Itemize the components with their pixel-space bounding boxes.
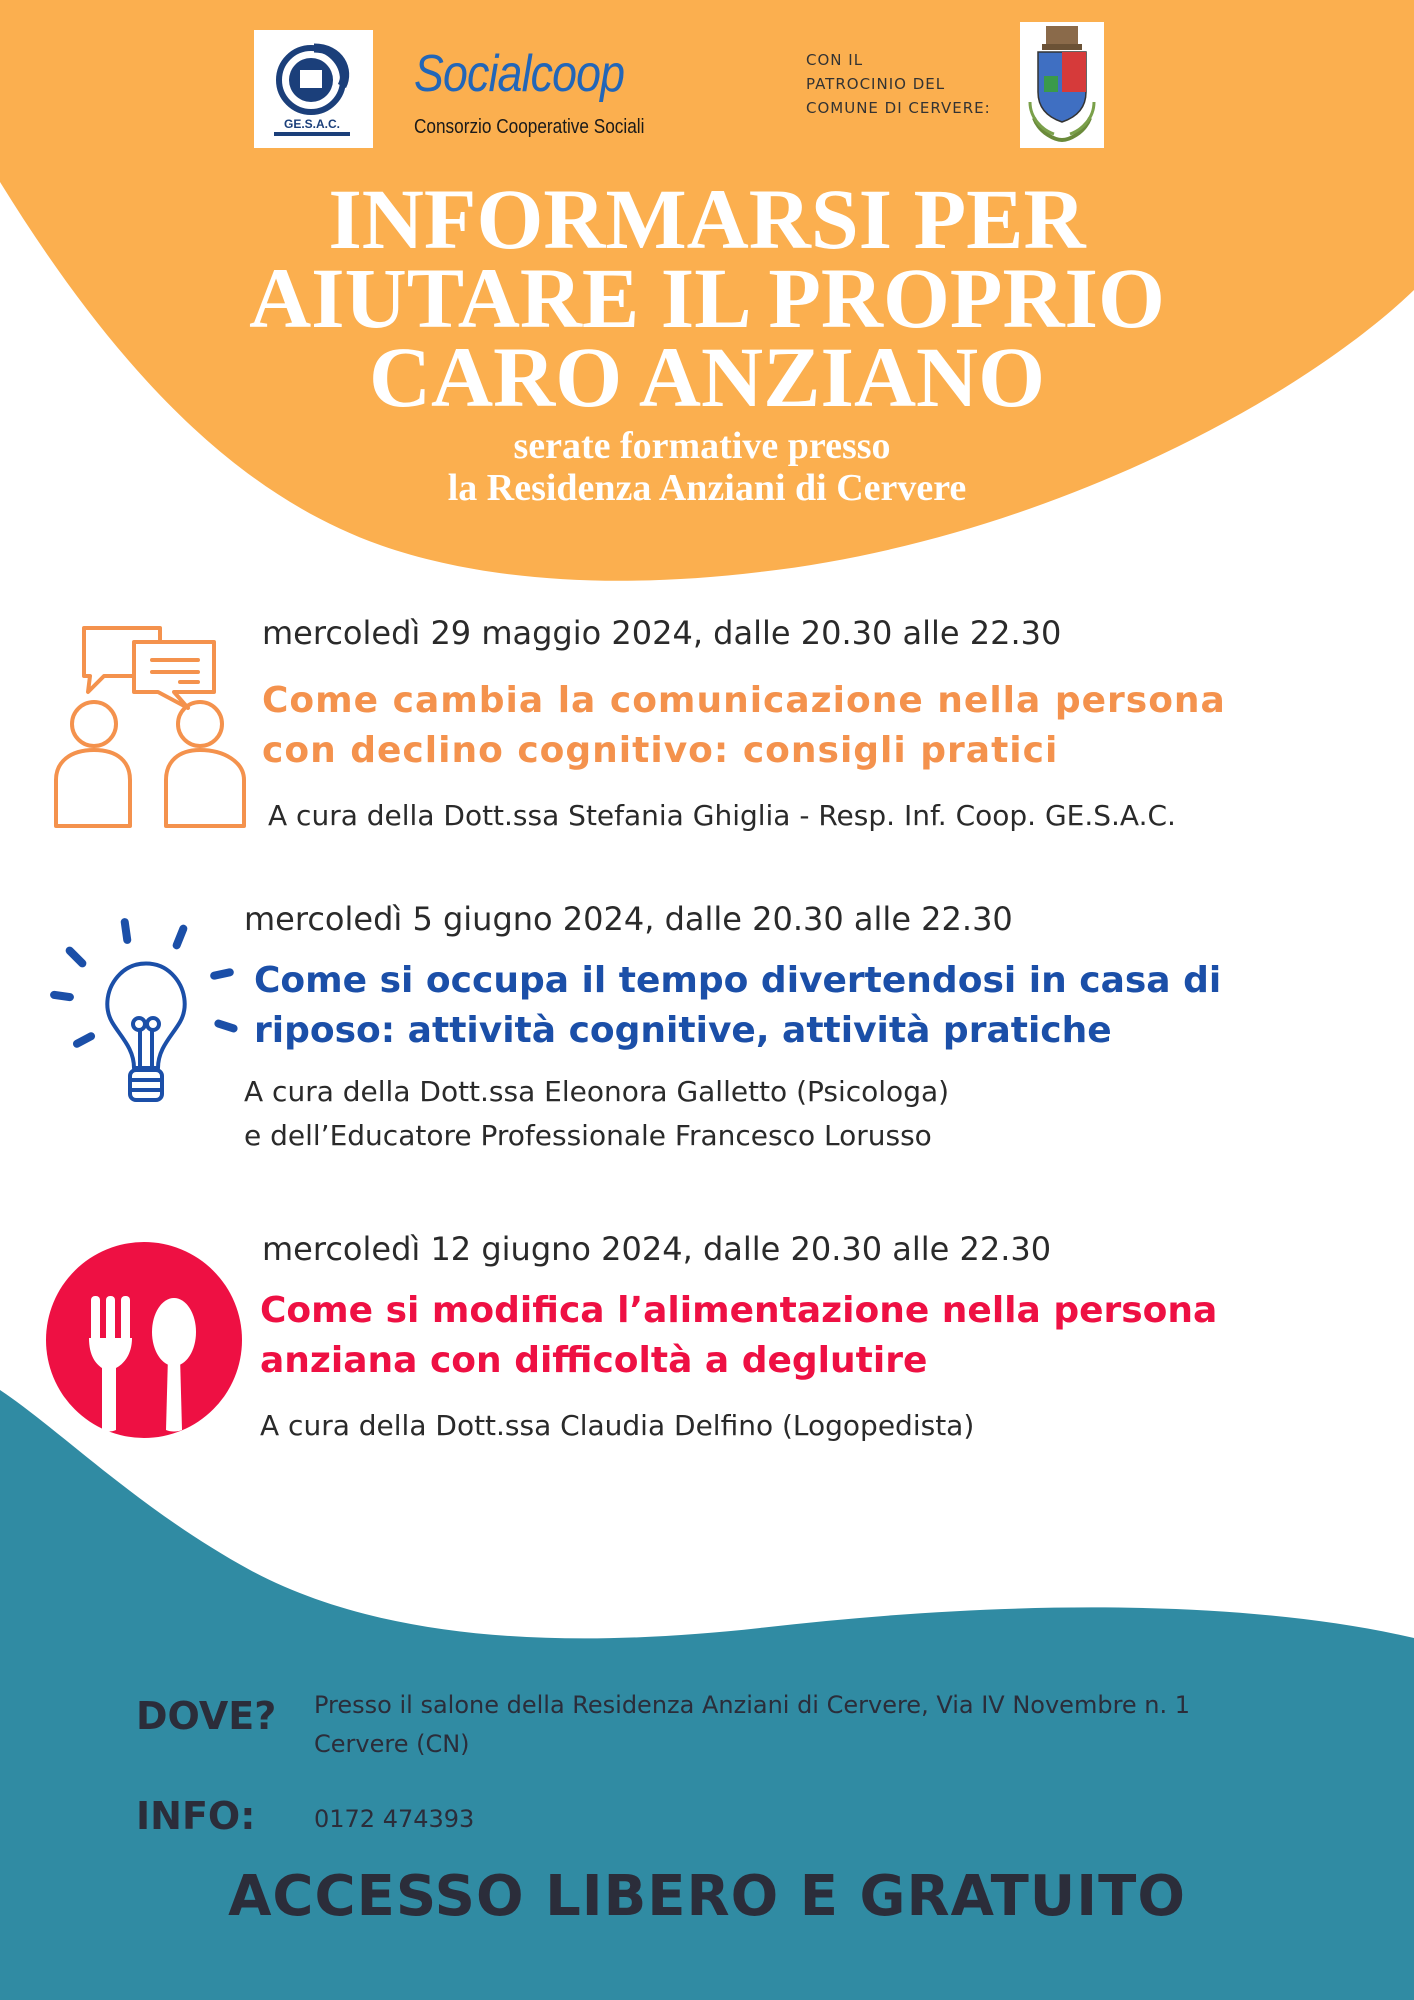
title-line: AIUTARE IL PROPRIO	[249, 250, 1165, 346]
patronage-line: PATROCINIO DEL	[806, 75, 946, 93]
conversation-icon	[48, 626, 248, 830]
patronage-line: CON IL	[806, 51, 864, 69]
event-title-line: Come si modifica l’alimentazione nella persona	[260, 1290, 1218, 1331]
socialcoop-brand: Socialcoop	[414, 45, 625, 103]
event-title-line: Come cambia la comunicazione nella persona	[262, 680, 1226, 721]
access-note: ACCESSO LIBERO E GRATUITO	[228, 1864, 1186, 1929]
event-title-line: con declino cognitivo: consigli pratici	[262, 730, 1059, 771]
light-bulb-icon	[50, 918, 240, 1114]
title-line: CARO ANZIANO	[368, 329, 1046, 425]
socialcoop-tagline: Consorzio Cooperative Sociali	[414, 116, 645, 138]
main-title	[0, 171, 1414, 425]
fork-spoon-icon	[44, 1240, 244, 1440]
subtitle-line: la Residenza Anziani di Cervere	[447, 467, 967, 509]
event-title-line: anziana con difficoltà a deglutire	[260, 1340, 928, 1381]
subtitle	[0, 425, 1414, 509]
gesac-logo-text: GE.S.A.C.	[283, 117, 341, 131]
where-label: DOVE?	[136, 1694, 277, 1738]
event-speaker-line: A cura della Dott.ssa Eleonora Galletto (Psicologa)	[244, 1075, 950, 1108]
subtitle-line: serate formative presso	[513, 425, 891, 467]
where-address-line: Presso il salone della Residenza Anziani di Cervere, Via IV Novembre n. 1	[314, 1691, 1191, 1719]
event-title	[262, 676, 1226, 776]
info-label: INFO:	[136, 1794, 256, 1838]
event-title	[260, 1286, 1217, 1386]
event-title-line: Come si occupa il tempo divertendosi in casa di	[254, 960, 1222, 1001]
event-title	[254, 956, 1221, 1056]
cervere-crest	[1020, 22, 1104, 148]
event-speaker	[260, 1404, 974, 1448]
where-address	[314, 1686, 1190, 1764]
event-date: mercoledì 5 giugno 2024, dalle 20.30 alle 22.30	[244, 900, 1013, 938]
gesac-logo-icon	[254, 30, 373, 148]
event-speaker-line: e dell’Educatore Professionale Francesco Lorusso	[244, 1119, 932, 1152]
event-title-line: riposo: attività cognitive, attività pratiche	[254, 1010, 1112, 1051]
event-date: mercoledì 12 giugno 2024, dalle 20.30 alle 22.30	[262, 1230, 1052, 1268]
event-speaker-line: A cura della Dott.ssa Stefania Ghiglia - Resp. Inf. Coop. GE.S.A.C.	[268, 799, 1176, 832]
title-line: INFORMARSI PER	[328, 171, 1086, 267]
event-date: mercoledì 29 maggio 2024, dalle 20.30 alle 22.30	[262, 614, 1062, 652]
event-speaker-line: A cura della Dott.ssa Claudia Delfino (Logopedista)	[260, 1409, 975, 1442]
info-phone: 0172 474393	[314, 1805, 475, 1833]
municipal-crest-icon	[1020, 22, 1104, 148]
gesac-logo	[254, 30, 373, 148]
event-speaker	[268, 794, 1176, 838]
event-speaker	[244, 1070, 949, 1158]
patronage-line: COMUNE DI CERVERE:	[806, 99, 991, 117]
patronage-text	[806, 48, 1006, 120]
where-address-line: Cervere (CN)	[314, 1730, 470, 1758]
